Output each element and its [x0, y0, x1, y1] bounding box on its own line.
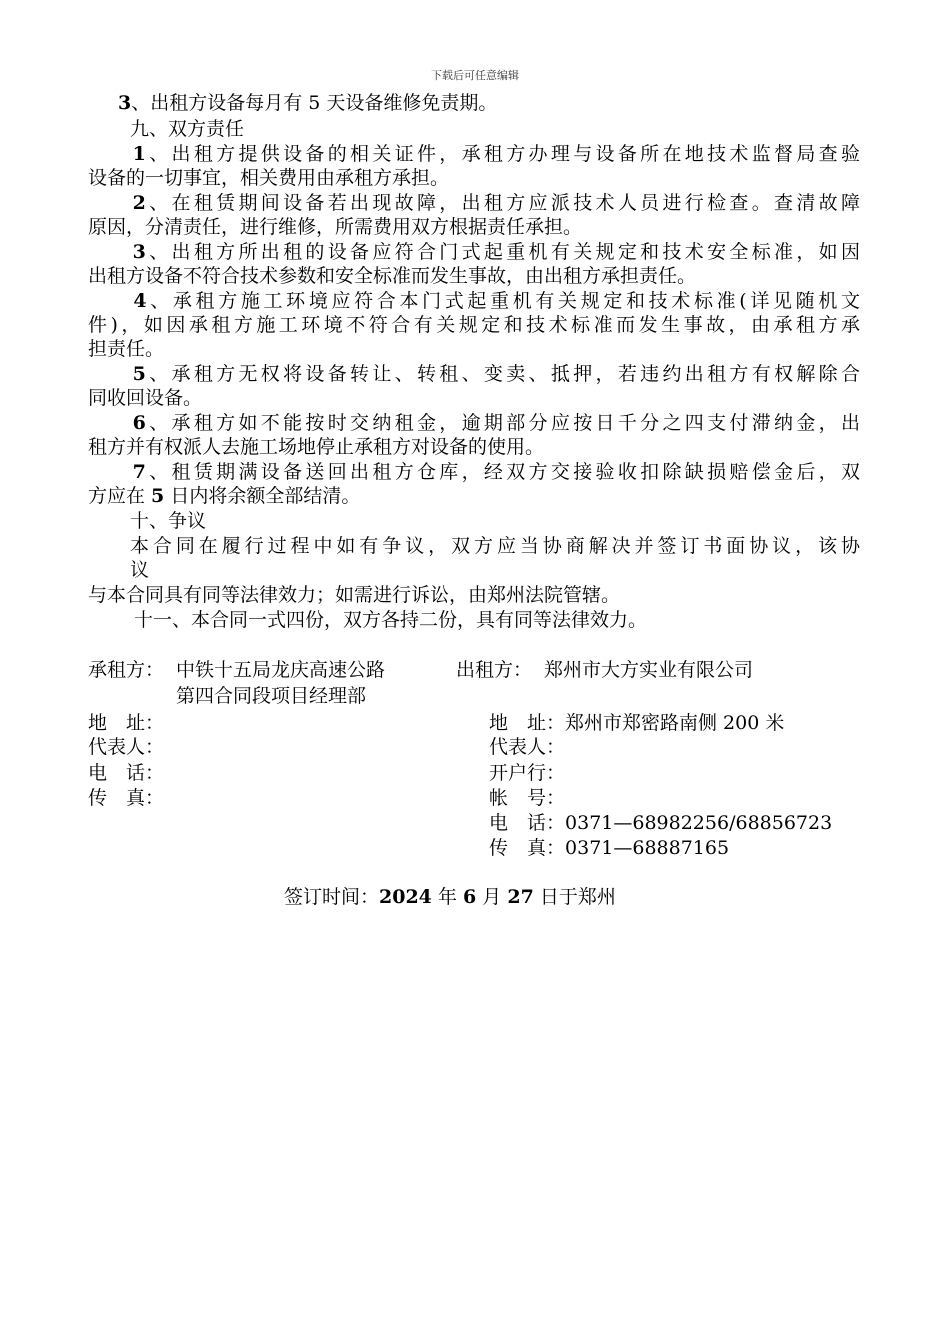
lessor-account-label: 帐 号： [489, 787, 566, 809]
section-9-item-6-line-2: 租方并有权派人去施工场地停止承租方对设备的使用。 [88, 436, 545, 458]
section-10-heading: 十、争议 [130, 510, 207, 532]
lessor-name: 郑州市大方实业有限公司 [544, 659, 754, 681]
signing-date: 签订时间：2024 年 6 月 27 日于郑州 [284, 886, 616, 908]
section-9-item-7-line-2: 方应在 5 日内将余额全部结清。 [88, 485, 361, 507]
lessor-rep-label: 代表人： [489, 736, 566, 758]
section-9-item-7-line-1: 7、租赁期满设备送回出租方仓库，经双方交接验收扣除缺损赔偿金后，双 [132, 461, 860, 483]
section-11: 十一、本合同一式四份，双方各持二份，具有同等法律效力。 [134, 609, 648, 631]
section-9-item-2-line-2: 原因，分清责任，进行维修，所需费用双方根据责任承担。 [88, 216, 583, 238]
lessor-bank-label: 开户行： [489, 762, 566, 784]
lessee-address-label: 地 址： [88, 712, 165, 734]
lessee-phone-label: 电 话： [88, 762, 165, 784]
section-9-item-5-line-1: 5、承租方无权将设备转让、转租、变卖、抵押，若违约出租方有权解除合 [132, 363, 860, 385]
section-10-line-1: 本合同在履行过程中如有争议，双方应当协商解决并签订书面协议，该协 [130, 535, 860, 557]
lessor-label: 出租方： [456, 659, 533, 681]
lessee-name-line-1: 中铁十五局龙庆高速公路 [176, 659, 386, 681]
section-9-item-2-line-1: 2、在租赁期间设备若出现故障，出租方应派技术人员进行检查。查清故障 [132, 192, 860, 214]
section-10-line-1b: 议 [130, 559, 150, 581]
section-10-line-2: 与本合同具有同等法律效力；如需进行诉讼，由郑州法院管辖。 [88, 584, 621, 606]
section-9-item-1-line-1: 1、出租方提供设备的相关证件，承租方办理与设备所在地技术监督局查验 [132, 143, 860, 165]
lessor-phone: 电 话：0371—68982256/68856723 [489, 812, 833, 834]
lessee-fax-label: 传 真： [88, 787, 165, 809]
lessor-fax: 传 真：0371—68887165 [489, 837, 730, 859]
section-9-item-6-line-1: 6、承租方如不能按时交纳租金，逾期部分应按日千分之四支付滞纳金，出 [132, 412, 860, 434]
clause-8-item-3: 3、出租方设备每月有 5 天设备维修免责期。 [118, 92, 498, 114]
header-note: 下载后可任意编辑 [431, 69, 519, 82]
lessee-label: 承租方： [88, 659, 165, 681]
section-9-item-4-line-2: 件)，如因承租方施工环境不符合有关规定和技术标准而发生事故，由承租方承 [88, 314, 860, 336]
section-9-item-3-line-2: 出租方设备不符合技术参数和安全标准而发生事故，由出租方承担责任。 [88, 265, 697, 287]
section-9-item-4-line-1: 4、承租方施工环境应符合本门式起重机有关规定和技术标准(详见随机文 [133, 290, 860, 312]
section-9-item-3-line-1: 3、出租方所出租的设备应符合门式起重机有关规定和技术安全标准，如因 [132, 241, 860, 263]
lessor-address: 地 址：郑州市郑密路南侧 200 米 [489, 712, 785, 734]
section-9-item-5-line-2: 同收回设备。 [88, 387, 203, 409]
section-9-item-4-line-3: 担责任。 [88, 338, 165, 360]
lessee-name-line-2: 第四合同段项目经理部 [176, 685, 367, 707]
lessee-rep-label: 代表人： [88, 736, 165, 758]
section-9-item-1-line-2: 设备的一切事宜，相关费用由承租方承担。 [88, 167, 450, 189]
section-9-heading: 九、双方责任 [130, 118, 245, 140]
